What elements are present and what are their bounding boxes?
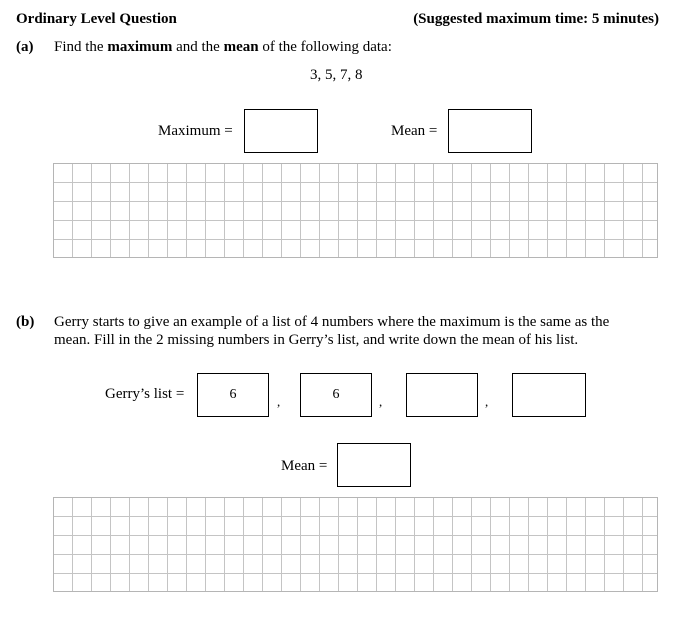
part-a-label: (a) bbox=[16, 39, 34, 55]
mean-label-b: Mean = bbox=[281, 458, 328, 474]
mean-label-a: Mean = bbox=[391, 123, 438, 139]
mean-answer-box-b[interactable] bbox=[337, 443, 411, 487]
word-maximum: maximum bbox=[107, 39, 173, 55]
list-value-4-box[interactable] bbox=[512, 373, 586, 417]
part-a-question: Find the maximum and the mean of the following data: bbox=[54, 39, 392, 55]
list-separator: , bbox=[485, 394, 489, 409]
question-title: Ordinary Level Question bbox=[16, 11, 177, 27]
working-grid-a[interactable] bbox=[53, 163, 658, 258]
list-separator: , bbox=[379, 394, 383, 409]
part-b-line2: mean. Fill in the 2 missing numbers in Gerry’s list, and write down the mean of his list. bbox=[54, 332, 579, 348]
time-note: (Suggested maximum time: 5 minutes) bbox=[413, 11, 659, 27]
maximum-answer-box[interactable] bbox=[244, 109, 318, 153]
part-b-label: (b) bbox=[16, 314, 35, 330]
list-value-3-box[interactable] bbox=[406, 373, 478, 417]
list-value-1-box: 6 bbox=[197, 373, 269, 417]
working-grid-b[interactable] bbox=[53, 497, 658, 592]
list-value-2-box: 6 bbox=[300, 373, 372, 417]
part-b-line1: Gerry starts to give an example of a list of 4 numbers where the maximum is the same as the bbox=[54, 314, 610, 330]
data-values: 3, 5, 7, 8 bbox=[310, 67, 363, 83]
gerrys-list-label: Gerry’s list = bbox=[105, 386, 185, 402]
maximum-label: Maximum = bbox=[158, 123, 233, 139]
mean-answer-box-a[interactable] bbox=[448, 109, 532, 153]
list-separator: , bbox=[277, 394, 281, 409]
word-mean: mean bbox=[223, 39, 259, 55]
